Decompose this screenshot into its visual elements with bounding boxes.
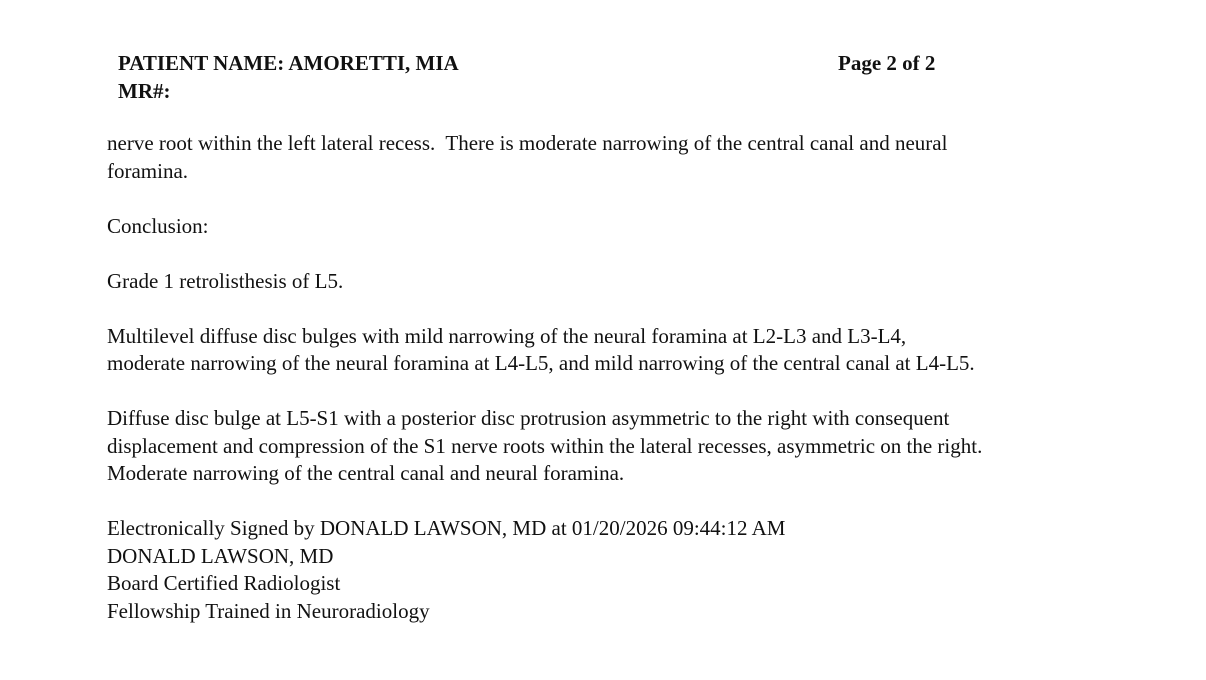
patient-name-header: PATIENT NAME: AMORETTI, MIA — [118, 51, 459, 75]
report-paragraph-conclusion-1 — [107, 268, 1117, 296]
signature-line: Board Certified Radiologist — [107, 571, 341, 595]
report-body — [107, 130, 1117, 625]
report-paragraph-conclusion-3 — [107, 405, 1117, 488]
page-number-label: Page 2 of 2 — [838, 51, 936, 75]
report-paragraph-signature-block — [107, 515, 1117, 625]
mr-number-label: MR#: — [118, 79, 171, 103]
report-paragraph-findings-continued — [107, 130, 1117, 185]
report-paragraph-conclusion-heading — [107, 213, 1117, 241]
report-line: displacement and compression of the S1 nerve roots within the lateral recesses, asymmetric on the right. — [107, 433, 983, 458]
report-line: Grade 1 retrolisthesis of L5. — [107, 268, 344, 293]
signature-line: DONALD LAWSON, MD — [107, 543, 334, 568]
report-line: Conclusion: — [107, 213, 209, 238]
report-line: Moderate narrowing of the central canal and neural foramina. — [107, 461, 625, 485]
report-line: nerve root within the left lateral recess. There is moderate narrowing of the central canal and neural — [107, 131, 948, 155]
report-line: Diffuse disc bulge at L5-S1 with a posterior disc protrusion asymmetric to the right with consequent — [107, 406, 950, 430]
report-line: Multilevel diffuse disc bulges with mild narrowing of the neural foramina at L2-L3 and L3-L4, — [107, 323, 907, 348]
signature-line: Fellowship Trained in Neuroradiology — [107, 598, 430, 623]
signature-line: Electronically Signed by DONALD LAWSON, MD at 01/20/2026 09:44:12 AM — [107, 516, 786, 540]
report-line: moderate narrowing of the neural foramina at L4-L5, and mild narrowing of the central canal at L4-L5. — [107, 351, 975, 375]
report-line: foramina. — [107, 158, 189, 183]
report-paragraph-conclusion-2 — [107, 323, 1117, 378]
